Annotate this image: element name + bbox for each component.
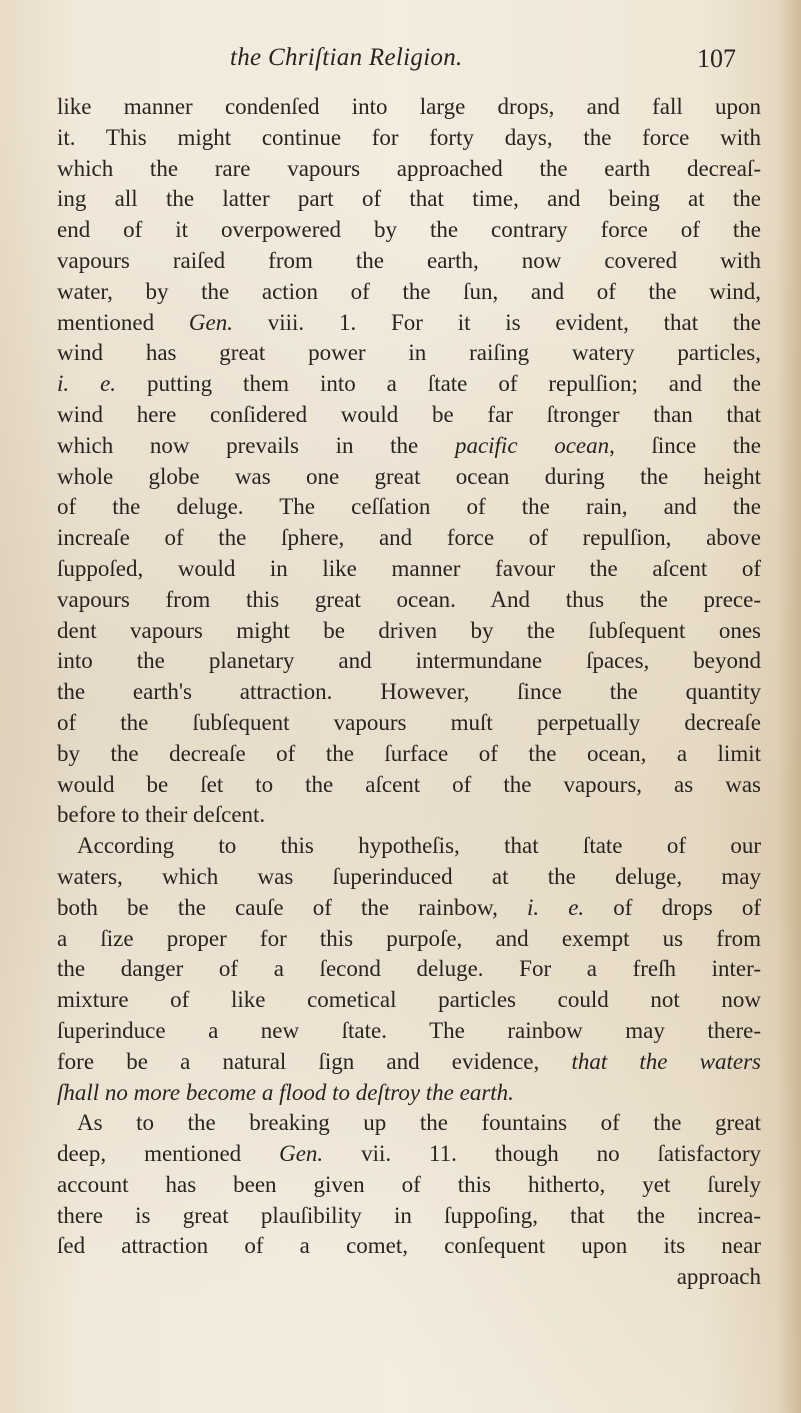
- text-line: ſuperinduce a new ſtate. The rainbow may there-: [57, 1017, 761, 1043]
- text-line: wind here conſidered would be far ſtronger than that: [57, 401, 761, 427]
- text-span: fore be a natural ſign and evidence,: [57, 1048, 572, 1074]
- text-line: ing all the latter part of that time, and being at the: [57, 186, 761, 212]
- text-line: whole globe was one great ocean during the height: [57, 463, 761, 489]
- text-line: [57, 308, 761, 339]
- text-line: the earth's attraction. However, ſince the quantity: [57, 679, 761, 705]
- text-line: According to this hypotheſis, that ſtate of our: [77, 833, 761, 859]
- page-binding-shadow: [777, 0, 801, 1413]
- italic-quotation: that the waters: [571, 1048, 761, 1074]
- text-line: [57, 431, 761, 462]
- text-line: increaſe of the ſphere, and force of repulſion, above: [57, 525, 761, 551]
- text-line: vapours from this great ocean. And thus the prece-: [57, 586, 761, 612]
- text-line: ſed attraction of a comet, conſequent upon its near: [57, 1233, 761, 1259]
- text-line: As to the breaking up the fountains of the great: [77, 1110, 761, 1136]
- text-line: of the ſubſequent vapours muſt perpetually decreaſe: [57, 709, 761, 735]
- italic-abbreviation: i. e.: [526, 894, 585, 920]
- text-line: the danger of a ſecond deluge. For a freſh inter-: [57, 956, 761, 982]
- text-span: which now prevails in the: [57, 432, 455, 458]
- text-line: waters, which was ſuperinduced at the deluge, may: [57, 863, 761, 889]
- catchword: approach: [676, 1264, 761, 1290]
- text-line: end of it overpowered by the contrary force of the: [57, 217, 761, 243]
- running-head: [0, 44, 801, 84]
- text-line: [57, 1139, 761, 1170]
- page-number: 107: [697, 44, 736, 73]
- text-span: both be the cauſe of the rainbow,: [57, 894, 527, 920]
- text-line: a ſize proper for this purpoſe, and exempt us from: [57, 925, 761, 951]
- text-line: wind has great power in raiſing watery particles,: [57, 340, 761, 366]
- italic-abbreviation: i. e.: [57, 371, 117, 397]
- text-line: there is great plauſibility in ſuppoſing, that the increa-: [57, 1202, 761, 1228]
- text-span: mentioned: [57, 309, 189, 335]
- text-line: before to their deſcent.: [57, 802, 266, 828]
- text-line: [57, 1047, 761, 1078]
- text-line: dent vapours might be driven by the ſubſequent ones: [57, 617, 761, 643]
- text-line: by the decreaſe of the ſurface of the ocean, a limit: [57, 740, 761, 766]
- scripture-reference: Gen.: [279, 1141, 324, 1167]
- text-line: it. This might continue for forty days, the force with: [57, 124, 761, 150]
- text-line: water, by the action of the ſun, and of the wind,: [57, 278, 761, 304]
- italic-quotation: ſhall no more become a flood to deſtroy the earth.: [57, 1079, 514, 1105]
- text-line: into the planetary and intermundane ſpaces, beyond: [57, 648, 761, 674]
- text-line: of the deluge. The ceſſation of the rain, and the: [57, 494, 761, 520]
- text-line: mixture of like cometical particles could not now: [57, 987, 761, 1013]
- text-span: deep, mentioned: [57, 1141, 280, 1167]
- text-line: [57, 1078, 761, 1109]
- text-line: would be ſet to the aſcent of the vapours, as was: [57, 771, 761, 797]
- text-line: account has been given of this hitherto, yet ſurely: [57, 1171, 761, 1197]
- text-span: putting them into a ſtate of repulſion; and the: [116, 371, 761, 397]
- text-line: like manner condenſed into large drops, and fall upon: [57, 94, 761, 119]
- text-span: viii. 1. For it is evident, that the: [232, 309, 761, 335]
- running-title: the Chriſtian Religion.: [230, 44, 463, 71]
- text-span: , ſince the: [609, 432, 761, 458]
- text-line: vapours raiſed from the earth, now covered with: [57, 247, 761, 273]
- body-text: [57, 92, 761, 1293]
- text-line: which the rare vapours approached the earth decreaſ-: [57, 155, 761, 181]
- text-line: [57, 369, 761, 400]
- text-span: of drops of: [584, 894, 761, 920]
- italic-phrase: pacific ocean: [454, 432, 610, 458]
- text-line: [57, 893, 761, 924]
- text-span: vii. 11. though no ſatisfactory: [323, 1141, 761, 1167]
- scripture-reference: Gen.: [188, 309, 233, 335]
- text-line: ſuppoſed, would in like manner favour the aſcent of: [57, 555, 761, 581]
